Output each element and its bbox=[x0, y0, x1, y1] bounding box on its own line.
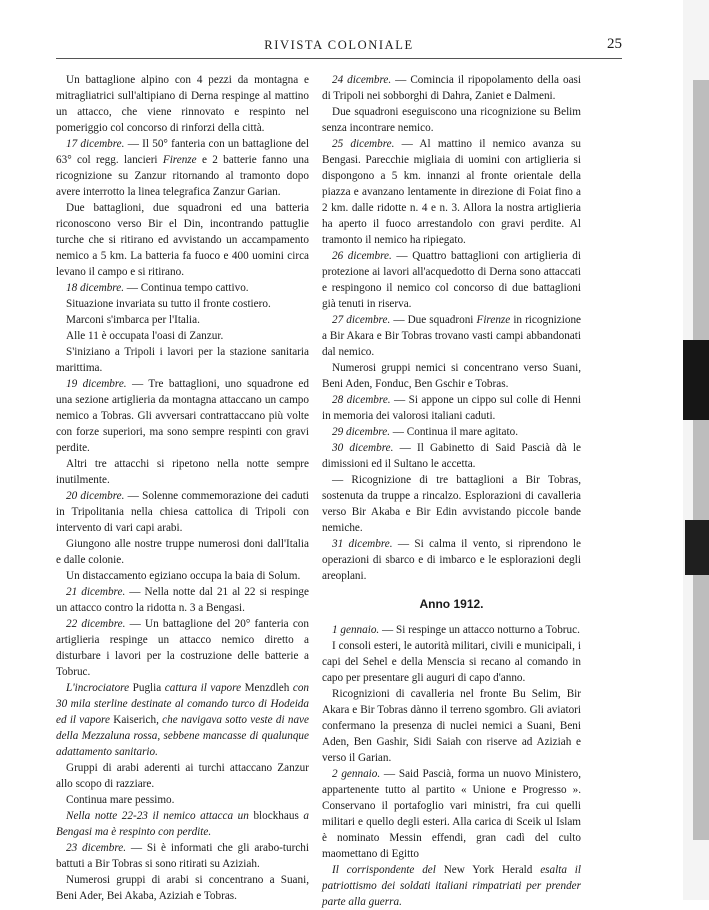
italic-run: 28 dicembre. bbox=[332, 394, 391, 406]
text-run: blockhaus bbox=[253, 810, 299, 822]
running-header bbox=[56, 36, 622, 54]
paragraph bbox=[56, 488, 309, 536]
text-run: — Nella notte dal 21 al 22 si respinge un attacco contro la ridotta n. 3 a Bengasi. bbox=[56, 586, 309, 614]
paragraph bbox=[56, 280, 309, 296]
paragraph bbox=[56, 616, 309, 680]
text-run: e 2 batterie fanno una ricognizione su Zanzur ritornando al tramonto dopo avere interrotto la linea telegrafica Zanzur Garian. bbox=[56, 154, 309, 198]
paragraph: Marconi s'imbarca per l'Italia. bbox=[66, 314, 200, 326]
text-run: New York Herald bbox=[443, 864, 533, 876]
paragraph bbox=[322, 392, 581, 424]
paragraph: I consoli esteri, le autorità militari, civili e municipali, i capi del Sehel e della Menscia si recano al comando in capo per presentare gli auguri di capo d'anno. bbox=[322, 640, 581, 684]
italic-run: a Bengasi ma è respinto con perdite. bbox=[56, 810, 309, 838]
italic-run: Firenze bbox=[476, 314, 511, 326]
italic-run: 20 dicembre. bbox=[66, 490, 125, 502]
italic-run: , che navigava sotto veste di nave della Mezzaluna rossa, sebbene mancasse di qualunque adattamento sanitario. bbox=[56, 714, 309, 758]
text-run: Kaiserich bbox=[113, 714, 157, 726]
paragraph: S'iniziano a Tripoli i lavori per la stazione sanitaria marittima. bbox=[56, 346, 309, 374]
header-rule bbox=[56, 58, 622, 59]
text-run: — Al mattino il nemico avanza su Bengasi. Parecchie migliaia di uomini con artiglieria si dispongono a 5 km. innanzi al fronte orientale della piazza e avanzano lentamente in direzione di Foiat fino a 2 km. dalle ridotte n. 4 e n. 3. Allora la nostra artiglieria ha aperto il fuoco arrestandolo con gravi perdite. Al tramonto il nemico ha ripiegato. bbox=[322, 138, 581, 246]
paragraph: Un battaglione alpino con 4 pezzi da montagna e mitragliatrici sull'altipiano di Derna respinge al mattino un attacco, che viene rinnovato e respinto nel pomeriggio col concorso di rinforzi della città. bbox=[56, 74, 309, 134]
italic-run: 19 dicembre. bbox=[66, 378, 127, 390]
text-run: — Si è informati che gli arabo-turchi battuti a Bir Tobras si sono ritirati su Aziziah. bbox=[56, 842, 309, 870]
paragraph: Alle 11 è occupata l'oasi di Zanzur. bbox=[66, 330, 224, 342]
paragraph bbox=[322, 862, 581, 910]
italic-run: Nella notte 22-23 il nemico attacca un bbox=[66, 810, 254, 822]
paragraph: Ricognizioni di cavalleria nel fronte Bu Selim, Bir Akara e Bir Tobras dànno il terreno sgombro. Gli aviatori confermano la presenza di nuclei nemici a Suani, Beni Aden, Ben Gashir, Sidi Saiah con riserve ad Aziziah e verso il Garian. bbox=[322, 688, 581, 764]
scan-edge-dark-mark bbox=[683, 340, 709, 420]
journal-title: RIVISTA COLONIALE bbox=[264, 38, 414, 52]
italic-run: 22 dicembre. bbox=[66, 618, 126, 630]
italic-run: esalta il patriottismo dei soldati italiani rimpatriati per prender parte alla guerra. bbox=[322, 864, 581, 908]
year-heading: Anno 1912. bbox=[419, 597, 484, 611]
paragraph bbox=[56, 584, 309, 616]
paragraph: — Ricognizione di tre battaglioni a Bir Tobras, sostenuta da truppe a rincalzo. Esplorazioni di cavalleria verso Bir Akaba e Bir Edin avvistando piccole bande nemiche. bbox=[322, 474, 581, 534]
text-run: — Il 50° fanteria con un battaglione del 63° col regg. lancieri bbox=[56, 138, 309, 166]
paragraph: Due squadroni eseguiscono una ricognizione su Belim senza incontrare nemico. bbox=[322, 106, 581, 134]
paragraph bbox=[322, 536, 581, 584]
scan-edge bbox=[683, 0, 709, 900]
scan-edge-shadow bbox=[693, 80, 709, 840]
paragraph bbox=[322, 312, 581, 360]
italic-run: 1 gennaio. bbox=[332, 624, 380, 636]
italic-run: L'incrociatore bbox=[66, 682, 133, 694]
text-run: — Solenne commemorazione dei caduti in Tripolitania nella chiesa cattolica di Tripoli con intervento di vari capi arabi. bbox=[56, 490, 309, 534]
paragraph: Numerosi gruppi nemici si concentrano verso Suani, Beni Aden, Fonduc, Ben Gschir e Tobras. bbox=[322, 362, 581, 390]
paragraph bbox=[322, 766, 581, 862]
italic-run: 23 dicembre. bbox=[66, 842, 127, 854]
right-column bbox=[322, 72, 581, 910]
text-run: — Quattro battaglioni con artiglieria di protezione ai lavori all'acquedotto di Derna sono attaccati e respingono il nemico col concorso di due battaglioni già tenuti in riserva. bbox=[322, 250, 582, 310]
left-column bbox=[56, 72, 309, 904]
paragraph bbox=[56, 840, 309, 872]
paragraph: Un distaccamento egiziano occupa la baia di Solum. bbox=[66, 570, 301, 582]
paragraph bbox=[56, 808, 309, 840]
italic-run: 18 dicembre. bbox=[66, 282, 124, 294]
paragraph bbox=[56, 680, 309, 760]
text-run: — Tre battaglioni, uno squadrone ed una sezione artiglieria da montagna attaccano un campo nemico a Tobras. Gli avversari contrattaccano più volte con forze superiori, ma sono sempre respinti con gravi perdite. bbox=[56, 378, 309, 454]
italic-run: 17 dicembre. bbox=[66, 138, 125, 150]
text-run: — Il Gabinetto di Said Pascià dà le dimissioni ed il Sultano le accetta. bbox=[322, 442, 581, 470]
italic-run: con 30 mila sterline destinate al comando turco di Hodeida ed il vapore bbox=[56, 682, 310, 726]
italic-run: 31 dicembre. bbox=[332, 538, 393, 550]
italic-run: 27 dicembre. bbox=[332, 314, 391, 326]
paragraph: Situazione invariata su tutto il fronte costiero. bbox=[66, 298, 271, 310]
paragraph bbox=[322, 424, 581, 440]
italic-run: Il corrispondente del bbox=[332, 864, 444, 876]
paragraph: Giungono alle nostre truppe numerosi doni dall'Italia e dalle colonie. bbox=[56, 538, 309, 566]
text-run: — Si appone un cippo sul colle di Henni in memoria dei valorosi italiani caduti. bbox=[322, 394, 581, 422]
paragraph bbox=[56, 376, 309, 456]
text-run: Menzdleh bbox=[244, 682, 290, 694]
text-run: — Un battaglione del 20° fanteria con artiglieria respinge un attacco nemico diretto a disturbare i lavori per la costruzione delle batterie a Tobruc. bbox=[56, 618, 309, 678]
text-run: — Comincia il ripopolamento della oasi di Tripoli nei sobborghi di Dahra, Zaniet e Dalmeni. bbox=[322, 74, 581, 102]
paragraph bbox=[322, 440, 581, 472]
text-run: — Said Pascià, forma un nuovo Ministero, appartenente tutto al partito « Unione e Progresso ». Conservano il portafoglio vari ministri, fra cui quelli militari e quello degli esteri. Alla carica di Sceik ul Islam è nominato Messin effendi, gran cadì del culto maomettano di Egitto bbox=[322, 768, 582, 860]
italic-run: 21 dicembre. bbox=[66, 586, 126, 598]
text-run: — Si respinge un attacco notturno a Tobruc. bbox=[379, 624, 580, 636]
text-run: — Due squadroni bbox=[390, 314, 477, 326]
paragraph bbox=[322, 622, 581, 638]
italic-run: 25 dicembre. bbox=[332, 138, 395, 150]
text-run: Puglia bbox=[132, 682, 162, 694]
italic-run: 30 dicembre. bbox=[332, 442, 394, 454]
text-run: — Continua tempo cattivo. bbox=[124, 282, 249, 294]
paragraph: Numerosi gruppi di arabi si concentrano a Suani, Beni Ader, Bei Akaba, Aziziah e Tobras. bbox=[56, 874, 309, 902]
italic-run: cattura il vapore bbox=[161, 682, 245, 694]
italic-run: 26 dicembre. bbox=[332, 250, 392, 262]
text-run: — Continua il mare agitato. bbox=[390, 426, 519, 438]
italic-run: 2 gennaio. bbox=[332, 768, 381, 780]
italic-run: 24 dicembre. bbox=[332, 74, 392, 86]
paragraph: Continua mare pessimo. bbox=[66, 794, 175, 806]
text-run: — Si calma il vento, si riprendono le operazioni di sbarco e di imbarco e le esplorazioni degli areoplani. bbox=[322, 538, 581, 582]
page-number: 25 bbox=[607, 36, 622, 52]
paragraph bbox=[322, 248, 581, 312]
paragraph bbox=[322, 136, 581, 248]
text-run: in ricognizione a Bir Akara e Bir Tobras trovano vasti campi abbandonati dal nemico. bbox=[322, 314, 581, 358]
italic-run: Firenze bbox=[162, 154, 197, 166]
paragraph: Due battaglioni, due squadroni ed una batteria riconoscono verso Bir el Din, incontrando pattuglie turche che si ritirano ed avvistando un accampamento nemico a 5 km. La batteria fa fuoco e 400 uomini circa levano il campo e si ritirano. bbox=[56, 202, 309, 278]
italic-run: 29 dicembre. bbox=[332, 426, 390, 438]
paragraph bbox=[322, 72, 581, 104]
paragraph bbox=[56, 136, 309, 200]
paragraph: Altri tre attacchi si ripetono nella notte sempre inutilmente. bbox=[56, 458, 309, 486]
scan-edge-dark-mark bbox=[685, 520, 709, 575]
paragraph: Gruppi di arabi aderenti ai turchi attaccano Zanzur allo scopo di razziare. bbox=[56, 762, 309, 790]
